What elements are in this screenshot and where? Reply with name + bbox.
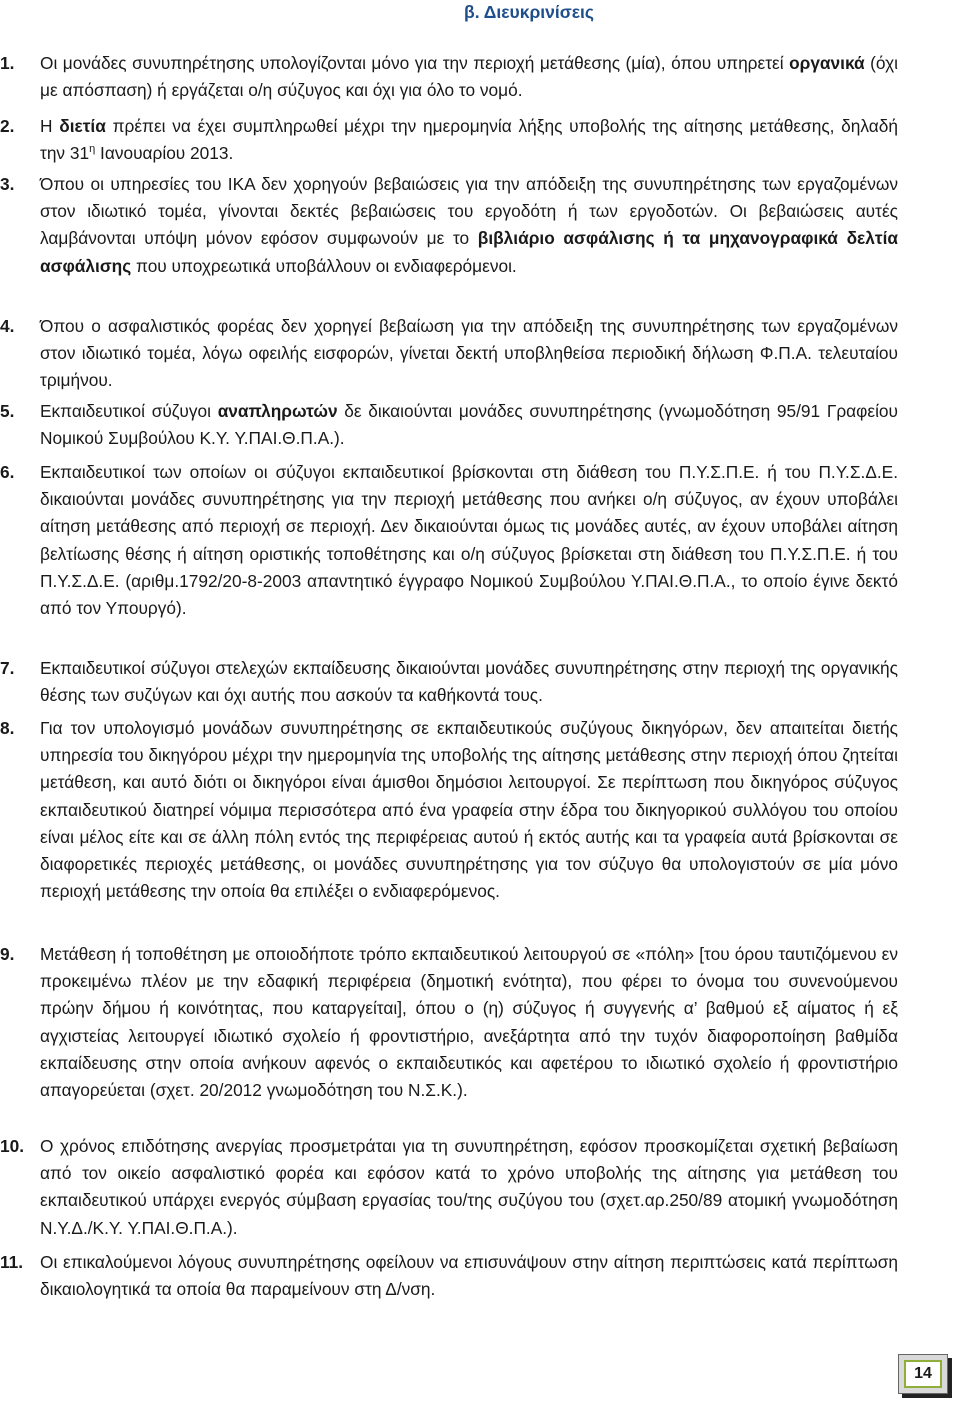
superscript-text: η <box>89 143 96 156</box>
item-text <box>40 50 898 104</box>
item-number: 4. <box>0 316 15 336</box>
text-run: Εκπαιδευτικοί των οποίων οι σύζυγοι εκπαιδευτικοί βρίσκονται στη διάθεση του Π.Υ.Σ.Π.Ε. ή του Π.Υ.Σ.Δ.Ε. δικαιούνται μονάδες συνυπηρέτησης για την περιοχή μετάθεσης που ανήκει ο/η σύζυγος, αν έχουν υποβάλει αίτηση μετάθεσης από περιοχή σε περιοχή. Δεν δικαιούνται όμως τις μονάδες αυτές, αν έχουν υποβάλει αίτηση βελτίωσης θέσης ή αίτηση οριστικής τοποθέτησης και ο/η σύζυγος βρίσκεται στη διάθεση του Π.Υ.Σ.Π.Ε. ή του Π.Υ.Σ.Δ.Ε. (αριθμ.1792/20-8-2003 απαντητικό έγγραφο Νομικού Συμβούλου Υ.ΠΑΙ.Θ.Π.Α., το οποίο έγινε δεκτό από τον Υπουργό). <box>40 462 898 619</box>
item-number: 10. <box>0 1136 25 1156</box>
text-run: Μετάθεση ή τοποθέτηση με οποιοδήποτε τρόπο εκπαιδευτικού λειτουργού σε «πόλη» [του όρου ταυτιζόμενου εν προκειμένω πλέον με την εδαφική περιφέρεια (δημοτική ενότητα), που φέρει το όνομα του συνενούμενου πρώην δήμου ή κοινότητας, που καταργείται], όπου ο (η) σύζυγος ή συγγενής α’ βαθμού εξ αίματος ή εξ αγχιστείας λειτουργεί ιδιωτικό σχολείο ή φροντιστήριο, ανεξάρτητα από την τυχόν διαφοροποίηση βαθμίδα εκπαίδευσης στην οποία ανήκουν αφενός ο εκπαιδευτικός και αφετέρου το ιδιωτικό σχολείο ή φροντιστήριο απαγορεύεται (σχετ. 20/2012 γνωμοδότηση του Ν.Σ.Κ.). <box>40 944 898 1101</box>
item-text <box>40 113 898 167</box>
text-run: Για τον υπολογισμό μονάδων συνυπηρέτησης σε εκπαιδευτικούς συζύγους δικηγόρων, δεν απαιτείται διετής υπηρεσία του δικηγόρου μέχρι την ημερομηνία της υποβολής της αίτησης μετάθεσης στην περιοχή όπου ζητείται μετάθεση, και αυτό διότι οι δικηγόροι είναι άμισθοι δημόσιοι λειτουργοί. Σε περίπτωση που δικηγόρος σύζυγος εκπαιδευτικού διατηρεί νόμιμα περισσότερα από ένα γραφεία στην έδρα του δικηγορικού συλλόγου του οποίου είναι μέλος είτε και σε άλλη πόλη εντός της περιφέρειας αυτού ή εκτός αυτής και τα γραφεία αυτά βρίσκονται σε διαφορετικές περιοχές μετάθεσης, οι μονάδες συνυπηρέτησης για τον σύζυγο θα υπολογιστούν σε μία μόνο περιοχή μετάθεσης την οποία θα επιλέξει ο ενδιαφερόμενος. <box>40 718 898 902</box>
item-text <box>40 655 898 709</box>
text-run: Οι μονάδες συνυπηρέτησης υπολογίζονται μόνο για την περιοχή μετάθεσης (μία), όπου υπηρετεί <box>40 53 790 73</box>
item-number: 8. <box>0 718 15 738</box>
item-number: 3. <box>0 174 15 194</box>
item-number: 5. <box>0 401 15 421</box>
item-text <box>40 1133 898 1242</box>
item-text <box>40 1249 898 1303</box>
item-text <box>40 459 898 622</box>
text-run: δε δικαιούνται μονάδες συνυπηρέτησης (γνωμοδότηση 95/91 Γραφείου Νομικού Συμβούλου Κ.Υ. Υ.ΠΑΙ.Θ.Π.Α.). <box>40 401 898 449</box>
text-run: Εκπαιδευτικοί σύζυγοι <box>40 401 218 421</box>
bold-text: αναπληρωτών <box>217 401 338 421</box>
item-number: 2. <box>0 116 15 136</box>
text-run: Ο χρόνος επιδότησης ανεργίας προσμετράται για τη συνυπηρέτηση, εφόσον προσκομίζεται σχετική βεβαίωση από τον οικείο ασφαλιστικό φορέα και εφόσον κατά το χρόνο υποβολής της αίτησης για μετάθεση του εκπαιδευτικού υπάρχει ενεργός σύμβαση εργασίας του/της συζύγου του (σχετ.αρ.250/89 ατομική γνωμοδότηση Ν.Υ.Δ./Κ.Υ. Υ.ΠΑΙ.Θ.Π.Α.). <box>40 1136 898 1238</box>
page-number: 14 <box>904 1360 942 1388</box>
item-text <box>40 398 898 452</box>
text-run: πρέπει να έχει συμπληρωθεί μέχρι την ημερομηνία λήξης υποβολής της αίτησης μετάθεσης, δηλαδή την 31 <box>40 116 898 164</box>
item-text <box>40 941 898 1104</box>
item-number: 9. <box>0 944 15 964</box>
text-run: Ιανουαρίου 2013. <box>95 143 234 164</box>
item-number: 6. <box>0 462 15 482</box>
page-number-box <box>898 1354 948 1394</box>
item-text <box>40 715 898 905</box>
item-number: 11. <box>0 1252 24 1272</box>
text-run: Όπου ο ασφαλιστικός φορέας δεν χορηγεί βεβαίωση για την απόδειξη της συνυπηρέτησης των εργαζομένων στον ιδιωτικό τομέα, λόγω οφειλής εισφορών, γίνεται δεκτή υποβληθείσα περιοδική δήλωση Φ.Π.Α. τελευταίου τριμήνου. <box>40 316 898 391</box>
item-text <box>40 171 898 280</box>
text-run: (όχι με απόσπαση) ή εργάζεται ο/η σύζυγος και όχι για όλο το νομό. <box>40 53 898 101</box>
bold-text: βιβλιάριο ασφάλισης ή τα μηχανογραφικά δελτία ασφάλισης <box>40 228 898 276</box>
bold-text: οργανικά <box>789 53 865 73</box>
bold-text: διετία <box>59 116 106 136</box>
item-number: 7. <box>0 658 15 678</box>
item-text <box>40 313 898 395</box>
text-run: Η <box>40 116 60 136</box>
text-run: που υποχρεωτικά υποβάλλουν οι ενδιαφερόμενοι. <box>131 255 517 276</box>
section-heading: β. Διευκρινίσεις <box>464 2 594 22</box>
text-run: Όπου οι υπηρεσίες του ΙΚΑ δεν χορηγούν βεβαιώσεις για την απόδειξη της συνυπηρέτησης των εργαζομένων στον ιδιωτικό τομέα, γίνονται δεκτές βεβαιώσεις του εργοδότη ή των εργοδοτών. Οι βεβαιώσεις αυτές λαμβάνονται υπόψη μόνον εφόσον συμφωνούν με το <box>40 174 898 249</box>
text-run: Εκπαιδευτικοί σύζυγοι στελεχών εκπαίδευσης δικαιούνται μονάδες συνυπηρέτησης στην περιοχή της οργανικής θέσης των συζύγων και όχι αυτής που ασκούν τα καθήκοντά τους. <box>40 658 898 706</box>
item-number: 1. <box>0 53 15 73</box>
text-run: Οι επικαλούμενοι λόγους συνυπηρέτησης οφείλουν να επισυνάψουν στην αίτηση περιπτώσεις κατά περίπτωση δικαιολογητικά τα οποία θα παραμείνουν στη Δ/νση. <box>40 1252 898 1300</box>
